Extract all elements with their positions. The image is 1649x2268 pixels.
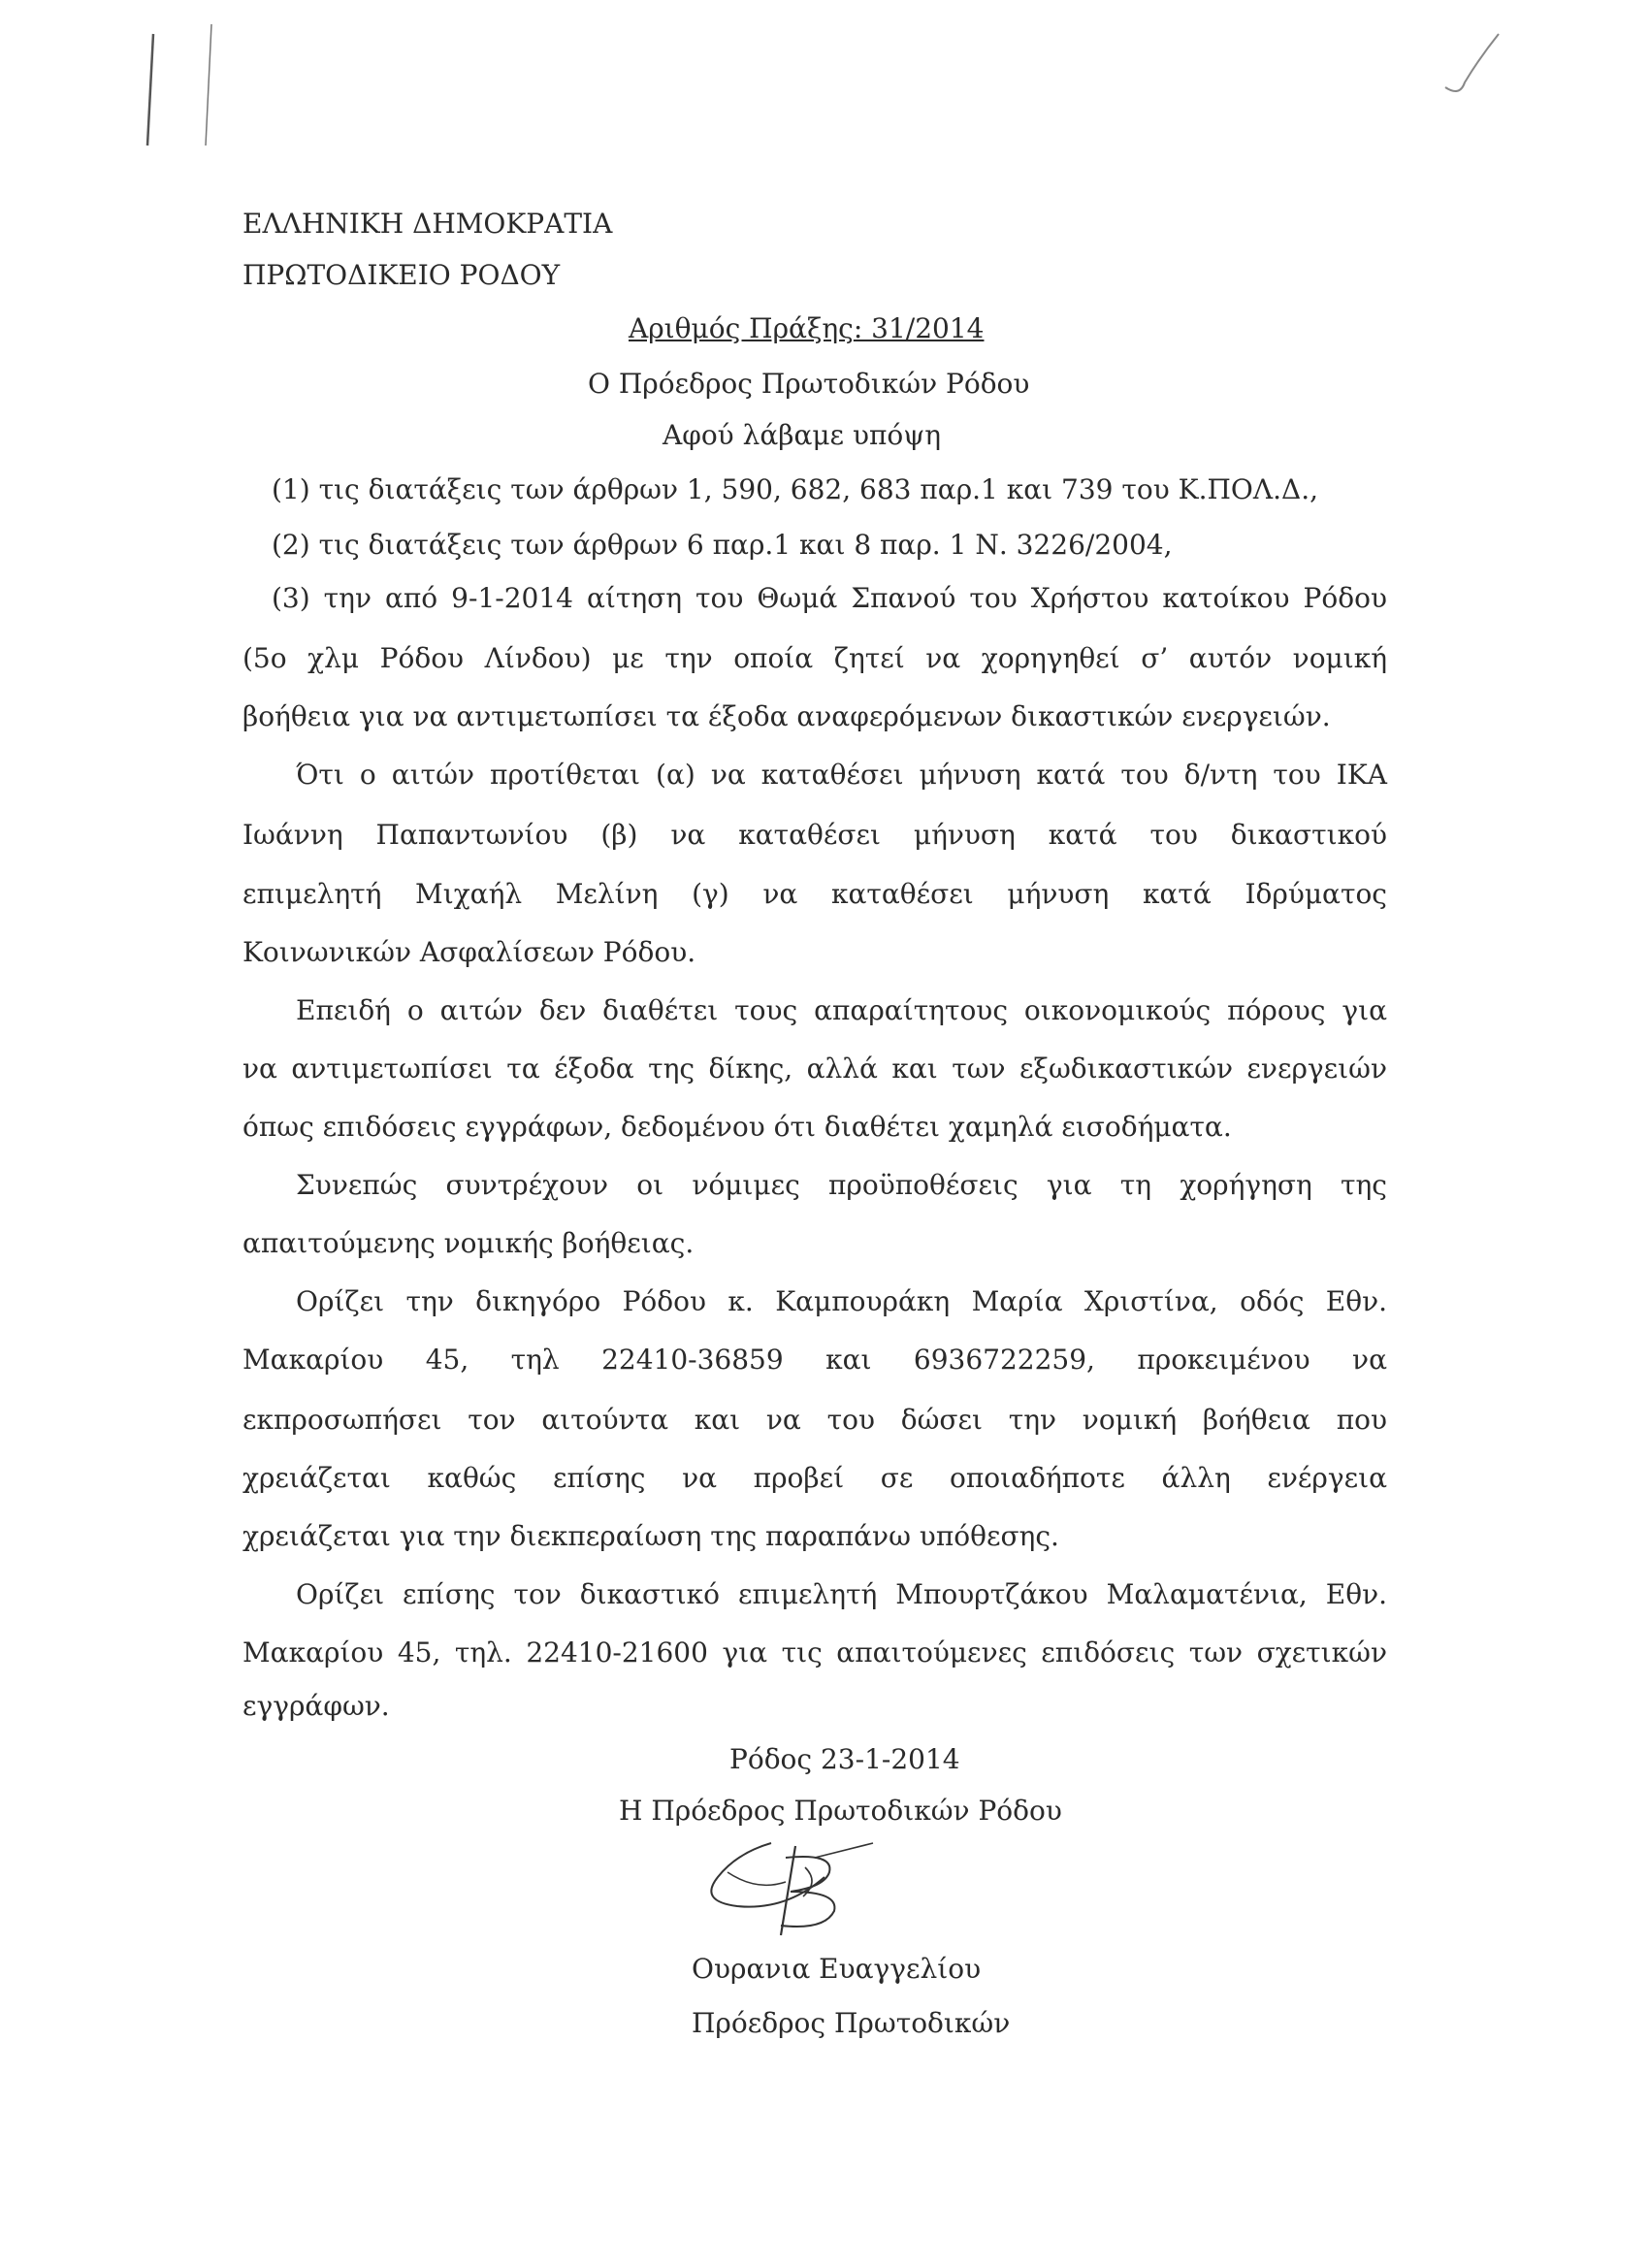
paragraph-4-line-4: χρειάζεται καθώς επίσης να προβεί σε οποιαδήποτε άλλη ενέργεια [242, 1462, 1387, 1494]
paragraph-5-line-1: Ορίζει επίσης τον δικαστικό επιμελητή Μπουρτζάκου Μαλαματένια, Εθν. [296, 1578, 1387, 1610]
court-header: ΠΡΩΤΟΔΙΚΕΙΟ ΡΟΔΟΥ [242, 259, 561, 291]
place-date: Ρόδος 23-1-2014 [729, 1743, 960, 1775]
consideration-3-cont-1: (5ο χλμ Ρόδου Λίνδου) με την οποία ζητεί να χορηγηθεί σ’ αυτόν νομική [242, 642, 1387, 674]
paragraph-4-line-5: χρειάζεται για την διεκπεραίωση της παραπάνω υπόθεσης. [242, 1520, 1059, 1552]
paragraph-5-line-2: Μακαρίου 45, τηλ. 22410-21600 για τις απαιτούμενες επιδόσεις των σχετικών [242, 1636, 1387, 1669]
paragraph-4-line-3: εκπροσωπήσει τον αιτούντα και να του δώσει την νομική βοήθεια που [242, 1404, 1387, 1436]
act-number-value: : 31/2014 [853, 312, 985, 344]
consideration-3-cont-2: βοήθεια για να αντιμετωπίσει τα έξοδα αναφερόμενων δικαστικών ενεργειών. [242, 700, 1331, 732]
president-line: Ο Πρόεδρος Πρωτοδικών Ρόδου [588, 368, 1030, 400]
signatory-role: Η Πρόεδρος Πρωτοδικών Ρόδου [619, 1795, 1062, 1827]
paragraph-3-line-2: απαιτούμενης νομικής βοήθειας. [242, 1227, 695, 1259]
paragraph-2-line-2: να αντιμετωπίσει τα έξοδα της δίκης, αλλά και των εξωδικαστικών ενεργειών [242, 1053, 1387, 1085]
signatory-name: Ουρανια Ευαγγελίου [692, 1953, 982, 1985]
paragraph-1-line-3: επιμελητή Μιχαήλ Μελίνη (γ) να καταθέσει μήνυση κατά Ιδρύματος [242, 878, 1387, 910]
paragraph-3-line-1: Συνεπώς συντρέχουν οι νόμιμες προϋποθέσεις για τη χορήγηση της [296, 1169, 1387, 1201]
act-number-label: Αριθμός Πράξης [629, 312, 854, 344]
paragraph-1-line-1: Ότι ο αιτών προτίθεται (α) να καταθέσει μήνυση κατά του δ/ντη του ΙΚΑ [296, 759, 1387, 791]
paragraph-2-line-3: όπως επιδόσεις εγγράφων, δεδομένου ότι διαθέτει χαμηλά εισοδήματα. [242, 1111, 1232, 1143]
consideration-2: (2) τις διατάξεις των άρθρων 6 παρ.1 και 8 παρ. 1 Ν. 3226/2004, [272, 529, 1173, 561]
paragraph-1-line-2: Ιωάννη Παπαντωνίου (β) να καταθέσει μήνυση κατά του δικαστικού [242, 819, 1387, 851]
considering-line: Αφού λάβαμε υπόψη [663, 419, 941, 451]
handwritten-signature [679, 1838, 902, 1945]
paragraph-5-line-3: εγγράφων. [242, 1690, 390, 1722]
consideration-3: (3) την από 9-1-2014 αίτηση του Θωμά Σπανού του Χρήστου κατοίκου Ρόδου [272, 582, 1387, 614]
paragraph-1-line-4: Κοινωνικών Ασφαλίσεων Ρόδου. [242, 936, 696, 968]
country-header: ΕΛΛΗΝΙΚΗ ΔΗΜΟΚΡΑΤΙΑ [242, 208, 613, 240]
act-number [629, 312, 985, 344]
paragraph-4-line-1: Ορίζει την δικηγόρο Ρόδου κ. Καμπουράκη Μαρία Χριστίνα, οδός Εθν. [296, 1285, 1387, 1317]
signatory-title: Πρόεδρος Πρωτοδικών [692, 2007, 1011, 2039]
paragraph-2-line-1: Επειδή ο αιτών δεν διαθέτει τους απαραίτητους οικονομικούς πόρους για [296, 994, 1387, 1026]
paragraph-4-line-2: Μακαρίου 45, τηλ 22410-36859 και 6936722259, προκειμένου να [242, 1344, 1387, 1376]
consideration-1: (1) τις διατάξεις των άρθρων 1, 590, 682, 683 παρ.1 και 739 του Κ.ΠΟΛ.Δ., [272, 473, 1318, 505]
